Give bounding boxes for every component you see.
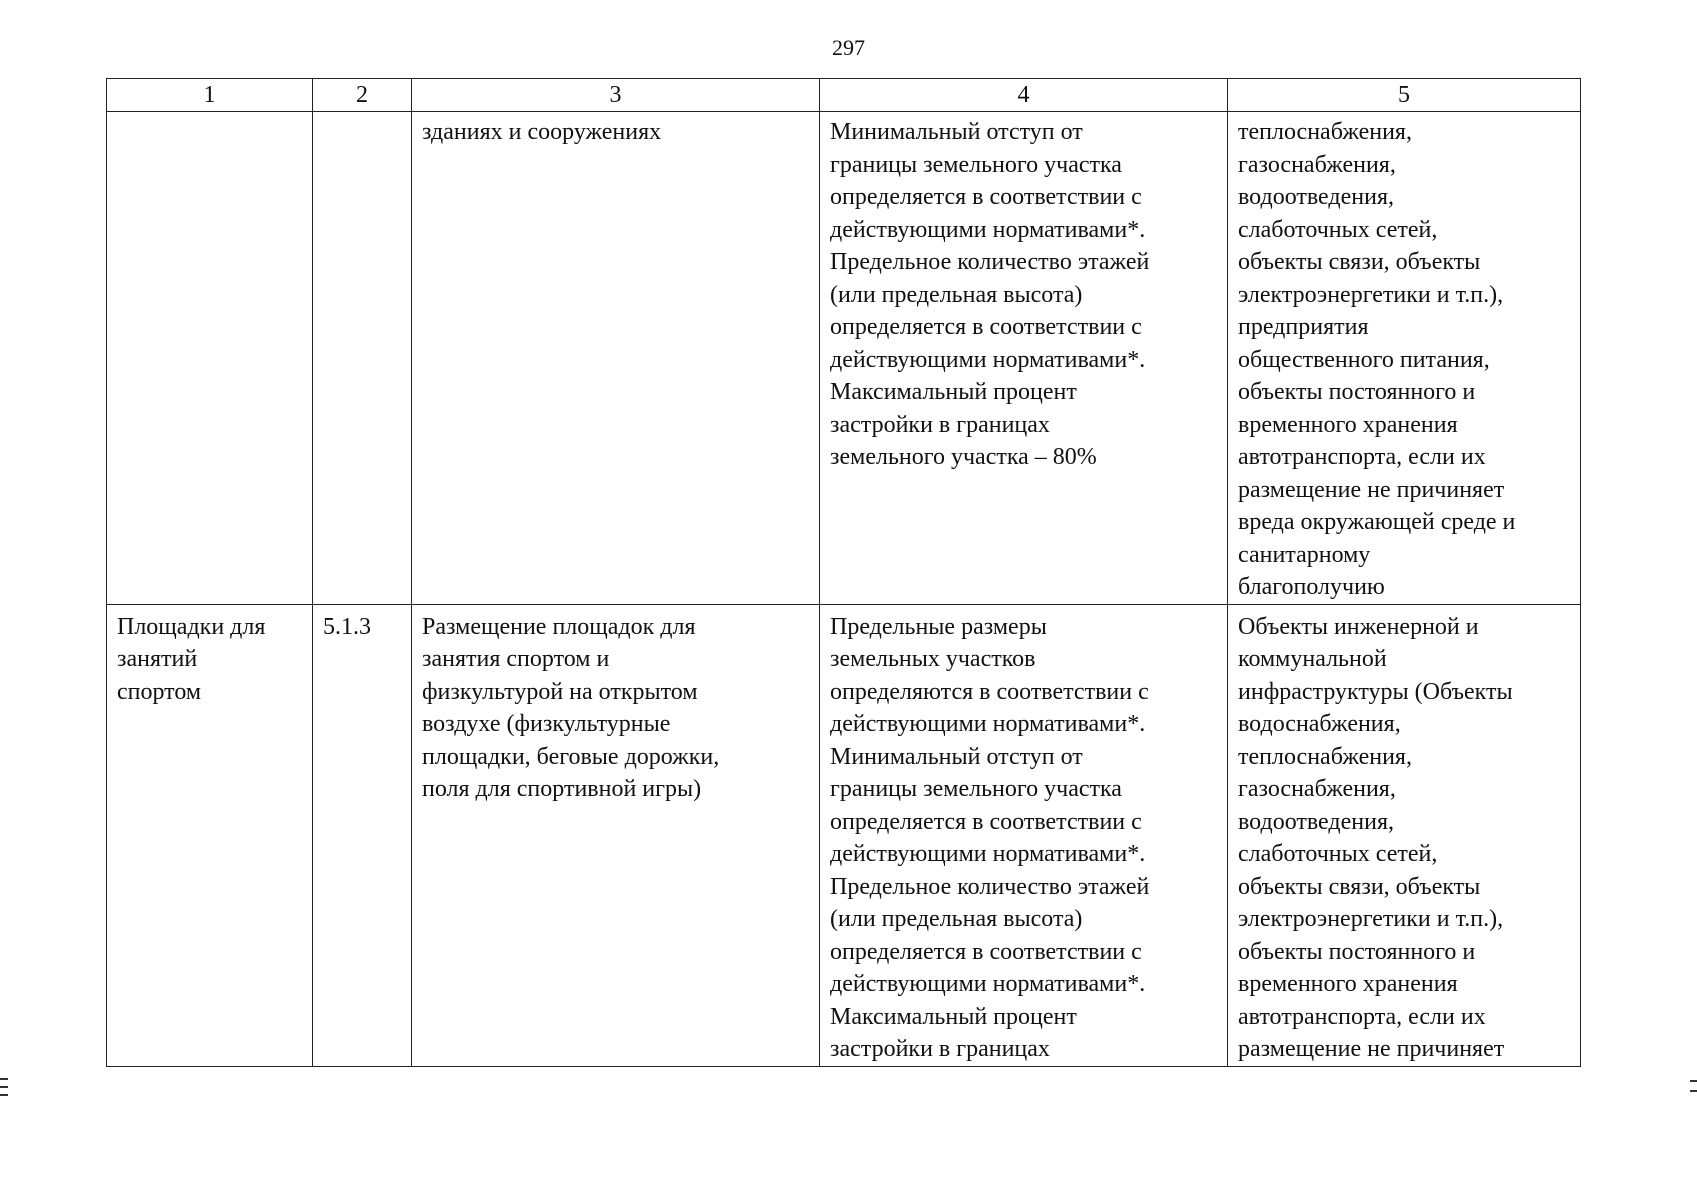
column-header-4: 4	[820, 79, 1228, 112]
scan-mark-left	[0, 1078, 8, 1080]
cell-auxiliary-uses: Объекты инженерной и коммунальной инфраструктуры (Объекты водоснабжения, теплоснабжения, газоснабжения, водоотведения, слаботочных сетей, объекты связи, объекты электроэнергетики и т.п.), объекты постоянного и временного хранения автотранспорта, если их размещение не причиняет	[1228, 604, 1581, 1066]
table-row	[107, 604, 1581, 1066]
scan-mark-right	[1690, 1090, 1697, 1092]
cell-auxiliary-uses: теплоснабжения, газоснабжения, водоотведения, слаботочных сетей, объекты связи, объекты электроэнергетики и т.п.), предприятия общественного питания, объекты постоянного и временного хранения автотранспорта, если их размещение не причиняет вреда окружающей среде и санитарному благополучию	[1228, 112, 1581, 605]
column-header-3: 3	[412, 79, 820, 112]
cell-parameters: Минимальный отступ от границы земельного участка определяется в соответствии с действующими нормативами*. Предельное количество этажей (или предельная высота) определяется в соответствии с действующими нормативами*. Максимальный процент застройки в границах земельного участка – 80%	[820, 112, 1228, 605]
scan-mark-left	[0, 1086, 8, 1088]
table-header-row	[107, 79, 1581, 112]
cell-use-description: зданиях и сооружениях	[412, 112, 820, 605]
column-header-1: 1	[107, 79, 313, 112]
column-header-5: 5	[1228, 79, 1581, 112]
cell-use-name: Площадки для занятий спортом	[107, 604, 313, 1066]
column-header-2: 2	[313, 79, 412, 112]
table-row	[107, 112, 1581, 605]
cell-use-code: 5.1.3	[313, 604, 412, 1066]
cell-use-code	[313, 112, 412, 605]
zoning-table	[106, 78, 1581, 1067]
cell-parameters: Предельные размеры земельных участков определяются в соответствии с действующими нормативами*. Минимальный отступ от границы земельного участка определяется в соответствии с действующими нормативами*. Предельное количество этажей (или предельная высота) определяется в соответствии с действующими нормативами*. Максимальный процент застройки в границах	[820, 604, 1228, 1066]
scan-mark-left	[0, 1094, 8, 1096]
cell-use-name	[107, 112, 313, 605]
page-number: 297	[832, 35, 865, 60]
cell-use-description: Размещение площадок для занятия спортом и физкультурой на открытом воздухе (физкультурные площадки, беговые дорожки, поля для спортивной игры)	[412, 604, 820, 1066]
scan-mark-right	[1690, 1080, 1697, 1082]
